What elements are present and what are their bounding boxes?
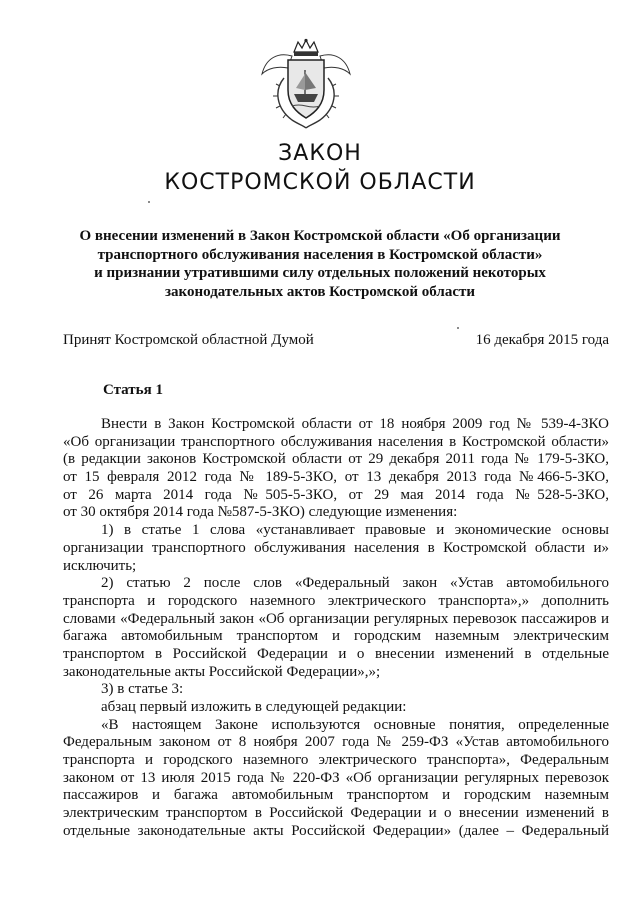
article-body	[63, 416, 609, 841]
body-line: транспорта и городского наземного электрического транспорта»,» дополнить	[63, 592, 609, 609]
heading-line: транспортного обслуживания населения в Костромской области»	[97, 246, 543, 263]
document-type-title: ЗАКОН	[278, 141, 362, 166]
body-line: 1) в статье 1 слова «устанавливает правовые и экономические основы	[101, 522, 609, 539]
adopted-by: Принят Костромской областной Думой	[63, 332, 314, 348]
body-line: исключить;	[63, 557, 137, 574]
body-line: организации транспортного обслуживания населения в Костромской области и»	[63, 539, 609, 556]
body-line: законодательные акты Российской Федерации»,»;	[63, 663, 381, 680]
body-line: электрическим транспортом в Российской Федерации и о внесении изменений в	[63, 805, 609, 822]
body-line: багажа автомобильным транспортом и городским наземным электрическим	[63, 628, 609, 645]
region-title: КОСТРОМСКОЙ ОБЛАСТИ	[164, 170, 476, 195]
body-line: 3) в статье 3:	[101, 681, 184, 698]
body-line: словами «Федеральный закон «Об организации регулярных перевозок пассажиров и	[63, 610, 609, 627]
body-line: отдельные законодательные акты Российской Федерации» (далее – Федеральный	[63, 822, 609, 839]
heading-line: и признании утратившими силу отдельных положений некоторых	[94, 265, 546, 281]
body-line: Внести в Закон Костромской области от 18 ноября 2009 год № 539-4-ЗКО	[101, 416, 609, 432]
article-title: Статья 1	[103, 382, 163, 398]
body-line: транспортом в Российской Федерации и о внесении изменений в отдельные	[63, 645, 609, 662]
coat-of-arms-icon	[258, 38, 354, 130]
scan-speck	[457, 327, 459, 329]
body-line: от 26 марта 2014 года №505-5-ЗКО, от 29 мая 2014 года №528-5-ЗКО,	[63, 486, 609, 503]
body-line: Федеральным законом от 8 ноября 2007 года № 259-ФЗ «Устав автомобильного	[63, 734, 609, 751]
body-line: «Об организации транспортного обслуживания населения в Костромской области»	[63, 433, 609, 450]
body-line: пассажиров и багажа автомобильным транспортом и городским наземным	[63, 787, 609, 804]
body-line: законом от 13 июля 2015 года № 220-ФЗ «Об организации регулярных перевозок	[63, 769, 609, 786]
scan-speck	[148, 201, 150, 203]
law-heading	[60, 227, 580, 301]
body-line: транспорта и городского наземного электрического транспорта», Федеральным	[63, 752, 609, 769]
body-line: от 30 октября 2014 года №587-5-ЗКО) следующие изменения:	[63, 504, 458, 521]
body-line: (в редакции законов Костромской области от 29 декабря 2011 года № 179-5-ЗКО,	[63, 451, 609, 468]
adoption-date: 16 декабря 2015 года	[475, 332, 609, 348]
body-line: от 15 февраля 2012 года № 189-5-ЗКО, от 13 декабря 2013 года №466-5-ЗКО,	[63, 469, 609, 486]
body-line: «В настоящем Законе используются основные понятия, определенные	[101, 716, 609, 733]
body-line: абзац первый изложить в следующей редакции:	[101, 699, 407, 715]
body-line: 2) статью 2 после слов «Федеральный закон «Устав автомобильного	[101, 575, 609, 592]
heading-line: законодательных актов Костромской области	[165, 283, 475, 300]
heading-line: О внесении изменений в Закон Костромской области «Об организации	[79, 228, 561, 244]
